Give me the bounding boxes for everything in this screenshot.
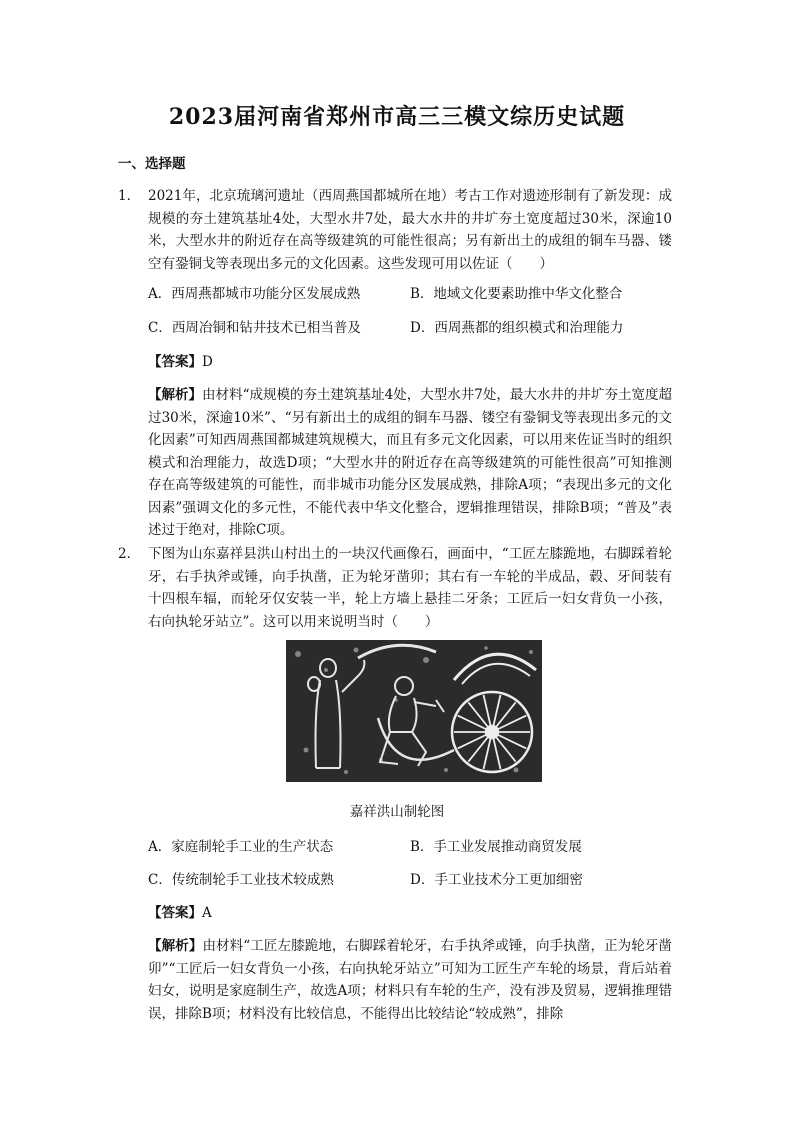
question-2 — [118, 543, 672, 633]
analysis-block — [148, 384, 672, 542]
analysis-label: 【解析】 — [148, 938, 203, 954]
answer-line — [148, 351, 213, 373]
answer-label: 【答案】 — [148, 354, 202, 370]
question-1 — [118, 185, 672, 275]
option-a: A．西周燕都城市功能分区发展成熟 — [148, 286, 361, 302]
analysis-label: 【解析】 — [148, 387, 203, 403]
page-title: 2023届河南省郑州市高三三模文综历史试题 — [168, 104, 626, 130]
question-number: 2． — [118, 546, 141, 562]
analysis-block — [148, 935, 672, 1025]
section-heading: 一、选择题 — [118, 156, 186, 172]
option-c: C．传统制轮手工业技术较成熟 — [148, 872, 334, 888]
option-a: A．家庭制轮手工业的生产状态 — [148, 839, 334, 855]
option-c: C．西周冶铜和钻井技术已相当普及 — [148, 320, 361, 336]
analysis-text: 由材料“工匠左膝跪地，右脚踩着轮牙，右手执斧或锤，向手执凿，正为轮牙凿卯”“工匠后一妇女背负一小孩，右向执轮牙站立”可知为工匠生产车轮的场景，背后站着妇女，说明是家庭制生产，故选A项；材料只有车轮的生产，没有涉及贸易，逻辑推理错误，排除B项；材料没有比较信息，不能得出比较结论“较成熟”，排除 — [148, 938, 673, 1022]
wheel-making-relief-illustration — [286, 640, 542, 782]
stone-relief-image — [286, 640, 542, 782]
question-number: 1． — [118, 188, 141, 204]
option-b: B．地域文化要素助推中华文化整合 — [410, 286, 623, 302]
option-d: D．西周燕都的组织模式和治理能力 — [410, 320, 624, 336]
question-stem: 2021年，北京琉璃河遗址（西周燕国都城所在地）考古工作对遗迹形制有了新发现：成规模的夯土建筑基址4处，大型水井7处，最大水井的井圹夯土宽度超过30米，深逾10米，大型水井的附近存在高等级建筑的可能性很高；另有新出土的成组的铜车马器、镂空有銎铜戈等表现出多元的文化因素。这些发现可用以佐证（ ） — [148, 188, 672, 272]
answer-label: 【答案】 — [148, 905, 202, 921]
answer-line — [148, 902, 212, 924]
answer-value: D — [202, 354, 213, 370]
answer-value: A — [202, 905, 212, 921]
figure-caption: 嘉祥洪山制轮图 — [349, 804, 445, 820]
option-d: D．手工业技术分工更加细密 — [410, 872, 583, 888]
option-b: B．手工业发展推动商贸发展 — [410, 839, 582, 855]
analysis-text: 由材料“成规模的夯土建筑基址4处，大型水井7处，最大水井的井圹夯土宽度超过30米，深逾10米”、“另有新出土的成组的铜车马器、镂空有銎铜戈等表现出多元的文化因素”可知西周燕国都城建筑规模大，而且有多元文化因素，可以用来佐证当时的组织模式和治理能力，故选D项；“大型水井的附近存在高等级建筑的可能性很高”可知推测存在高等级建筑的可能性，而非城市功能分区发展成熟，排除A项；“表现出多元的文化因素”强调文化的多元性，不能代表中华文化整合，逻辑推理错误，排除B项；“普及”表述过于绝对，排除C项。 — [148, 387, 672, 538]
question-stem: 下图为山东嘉祥县洪山村出土的一块汉代画像石，画面中，“工匠左膝跪地，右脚踩着轮牙，右手执斧或锤，向手执凿，正为轮牙凿卯；其右有一车轮的半成品，毂、牙间装有十四根车辐，而轮牙仅安装一半，轮上方墙上悬挂二牙条；工匠后一妇女背负一小孩，右向执轮牙站立”。这可以用来说明当时（ ） — [148, 546, 672, 630]
